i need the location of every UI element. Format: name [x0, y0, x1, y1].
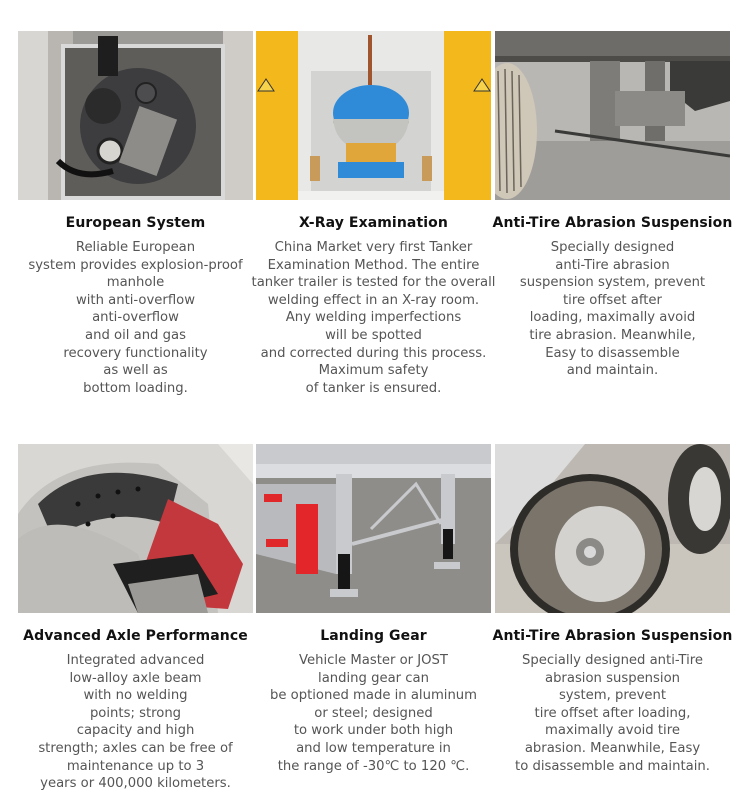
description-line: with no welding: [83, 688, 188, 704]
description-line: Specially designed anti-Tire: [522, 653, 703, 668]
tank-manhole-photo: [18, 31, 253, 200]
feature-description: [481, 652, 744, 775]
description-line: or steel; designed: [314, 705, 433, 721]
description-line: abrasion suspension: [544, 670, 680, 686]
description-line: of tanker is ensured.: [305, 380, 442, 396]
description-line: Easy to disassemble: [545, 345, 680, 361]
feature-description: [4, 652, 267, 793]
description-line: points; strong: [89, 705, 182, 721]
description-line: Specially designed: [550, 240, 675, 255]
description-line: tire abrasion. Meanwhile,: [529, 327, 696, 343]
description-line: manhole: [106, 275, 165, 291]
feature-title: X-Ray Examination: [299, 215, 448, 231]
description-line: Examination Method. The entire: [267, 257, 480, 273]
description-line: will be spotted: [325, 327, 422, 343]
description-line: maintenance up to 3: [66, 758, 205, 774]
description-line: and maintain.: [566, 363, 659, 379]
description-line: low-alloy axle beam: [69, 670, 202, 686]
description-line: landing gear can: [318, 670, 429, 686]
description-line: strength; axles can be free of: [38, 740, 233, 756]
description-line: as well as: [103, 363, 168, 379]
description-line: Any welding imperfections: [285, 310, 462, 326]
feature-description: [242, 652, 505, 775]
description-line: tire offset after loading,: [534, 705, 691, 721]
description-line: with anti-overflow: [75, 292, 196, 308]
description-line: years or 400,000 kilometers.: [40, 776, 231, 792]
feature-description: [4, 239, 267, 397]
description-line: be optioned made in aluminum: [269, 688, 478, 704]
description-line: capacity and high: [76, 723, 195, 739]
axle-brake-cutaway-photo: [18, 444, 253, 613]
description-line: bottom loading.: [83, 380, 188, 396]
description-line: the range of -30℃ to 120 ℃.: [277, 758, 470, 774]
description-line: tire offset after: [563, 292, 662, 308]
description-line: and low temperature in: [296, 740, 451, 756]
xray-room-tanker-photo: [256, 31, 491, 200]
description-line: anti-overflow: [92, 310, 179, 326]
feature-title: Landing Gear: [320, 628, 427, 644]
feature-title: Advanced Axle Performance: [23, 628, 248, 644]
description-line: loading, maximally avoid: [529, 310, 696, 326]
description-line: recovery functionality: [63, 345, 208, 361]
description-line: to work under both high: [293, 723, 454, 739]
description-line: suspension system, prevent: [519, 275, 706, 291]
feature-title: European System: [65, 215, 206, 231]
feature-title: Anti-Tire Abrasion Suspension: [492, 628, 733, 644]
description-line: to disassemble and maintain.: [515, 758, 710, 774]
description-line: system provides explosion-proof: [28, 257, 243, 273]
description-line: system, prevent: [558, 688, 667, 704]
tires-wheels-photo: [495, 444, 730, 613]
description-line: abrasion. Meanwhile, Easy: [524, 740, 701, 756]
description-line: anti-Tire abrasion: [555, 257, 670, 273]
landing-gear-photo: [256, 444, 491, 613]
description-line: Vehicle Master or JOST: [299, 653, 448, 668]
description-line: Reliable European: [75, 240, 196, 255]
feature-title: Anti-Tire Abrasion Suspension: [492, 215, 733, 231]
description-line: and oil and gas: [85, 327, 186, 343]
feature-description: [481, 239, 744, 380]
description-line: Integrated advanced: [66, 653, 205, 668]
description-line: Maximum safety: [318, 363, 429, 379]
description-line: and corrected during this process.: [260, 345, 487, 361]
description-line: tanker trailer is tested for the overall: [251, 275, 496, 291]
description-line: maximally avoid tire: [545, 723, 680, 739]
feature-description: [242, 239, 505, 397]
description-line: China Market very first Tanker: [274, 240, 473, 255]
description-line: welding effect in an X-ray room.: [267, 292, 480, 308]
suspension-underside-photo: [495, 31, 730, 200]
